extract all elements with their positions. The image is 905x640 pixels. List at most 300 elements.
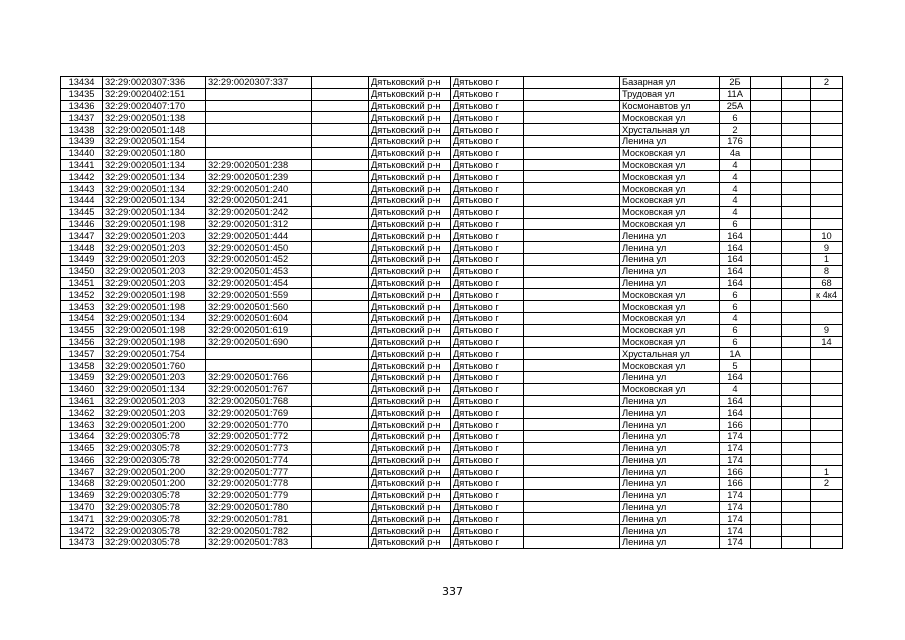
cell-object-cadastral-number: 32:29:0020501:781 — [206, 513, 312, 525]
cell-col-empty-b — [524, 124, 620, 136]
cell-col-empty-a — [312, 124, 369, 136]
cell-object-cadastral-number: 32:29:0020501:241 — [206, 194, 312, 206]
cell-house-number: 166 — [720, 419, 751, 431]
cell-col-empty-d — [782, 242, 811, 254]
cell-record-number: 13435 — [61, 88, 103, 100]
cell-house-number: 174 — [720, 489, 751, 501]
table-row — [61, 124, 843, 136]
table-row — [61, 301, 843, 313]
cell-district: Дятьковский р-н — [369, 147, 451, 159]
cell-cadastral-number: 32:29:0020501:198 — [103, 301, 206, 313]
cell-col-empty-a — [312, 312, 369, 324]
cell-house-number: 174 — [720, 442, 751, 454]
cell-house-number: 4 — [720, 312, 751, 324]
cell-apartment — [811, 430, 843, 442]
cell-cadastral-number: 32:29:0020501:198 — [103, 218, 206, 230]
cell-city: Дятьково г — [451, 501, 524, 513]
cell-col-empty-b — [524, 466, 620, 478]
cell-col-empty-b — [524, 159, 620, 171]
cell-col-empty-c — [751, 430, 782, 442]
table-row — [61, 289, 843, 301]
cell-district: Дятьковский р-н — [369, 301, 451, 313]
table-row — [61, 513, 843, 525]
cell-col-empty-a — [312, 395, 369, 407]
cell-col-empty-b — [524, 513, 620, 525]
cell-record-number: 13468 — [61, 478, 103, 490]
cell-col-empty-d — [782, 442, 811, 454]
cell-col-empty-b — [524, 324, 620, 336]
cell-district: Дятьковский р-н — [369, 419, 451, 431]
table-row — [61, 312, 843, 324]
cell-col-empty-b — [524, 265, 620, 277]
cell-street: Московская ул — [620, 159, 720, 171]
cell-house-number: 4а — [720, 147, 751, 159]
cell-col-empty-d — [782, 230, 811, 242]
cell-col-empty-b — [524, 112, 620, 124]
registry-table — [60, 76, 843, 549]
cell-col-empty-a — [312, 478, 369, 490]
table-row — [61, 430, 843, 442]
cell-col-empty-d — [782, 324, 811, 336]
cell-col-empty-c — [751, 395, 782, 407]
cell-apartment: 2 — [811, 478, 843, 490]
cell-col-empty-c — [751, 324, 782, 336]
cell-col-empty-a — [312, 360, 369, 372]
cell-cadastral-number: 32:29:0020305:78 — [103, 489, 206, 501]
cell-cadastral-number: 32:29:0020305:78 — [103, 513, 206, 525]
cell-cadastral-number: 32:29:0020305:78 — [103, 430, 206, 442]
cell-city: Дятьково г — [451, 77, 524, 89]
cell-col-empty-c — [751, 513, 782, 525]
cell-object-cadastral-number: 32:29:0020501:450 — [206, 242, 312, 254]
table-row — [61, 88, 843, 100]
cell-object-cadastral-number: 32:29:0020501:778 — [206, 478, 312, 490]
cell-col-empty-b — [524, 206, 620, 218]
cell-col-empty-a — [312, 383, 369, 395]
cell-record-number: 13471 — [61, 513, 103, 525]
cell-house-number: 164 — [720, 277, 751, 289]
cell-col-empty-d — [782, 253, 811, 265]
cell-record-number: 13448 — [61, 242, 103, 254]
cell-street: Ленина ул — [620, 501, 720, 513]
cell-street: Ленина ул — [620, 277, 720, 289]
cell-col-empty-b — [524, 360, 620, 372]
cell-col-empty-b — [524, 501, 620, 513]
cell-record-number: 13452 — [61, 289, 103, 301]
cell-col-empty-d — [782, 466, 811, 478]
cell-cadastral-number: 32:29:0020501:134 — [103, 171, 206, 183]
cell-district: Дятьковский р-н — [369, 336, 451, 348]
cell-object-cadastral-number — [206, 100, 312, 112]
table-row — [61, 407, 843, 419]
cell-cadastral-number: 32:29:0020501:200 — [103, 478, 206, 490]
cell-col-empty-b — [524, 430, 620, 442]
cell-city: Дятьково г — [451, 194, 524, 206]
cell-col-empty-d — [782, 537, 811, 549]
cell-col-empty-d — [782, 194, 811, 206]
cell-record-number: 13457 — [61, 348, 103, 360]
cell-col-empty-c — [751, 360, 782, 372]
cell-house-number: 164 — [720, 230, 751, 242]
table-row — [61, 171, 843, 183]
cell-district: Дятьковский р-н — [369, 194, 451, 206]
cell-city: Дятьково г — [451, 478, 524, 490]
cell-col-empty-c — [751, 336, 782, 348]
cell-object-cadastral-number — [206, 135, 312, 147]
table-row — [61, 501, 843, 513]
cell-apartment — [811, 371, 843, 383]
cell-col-empty-a — [312, 348, 369, 360]
cell-object-cadastral-number: 32:29:0020501:779 — [206, 489, 312, 501]
cell-cadastral-number: 32:29:0020305:78 — [103, 501, 206, 513]
cell-district: Дятьковский р-н — [369, 348, 451, 360]
cell-street: Трудовая ул — [620, 88, 720, 100]
cell-city: Дятьково г — [451, 383, 524, 395]
cell-col-empty-d — [782, 88, 811, 100]
cell-cadastral-number: 32:29:0020501:198 — [103, 324, 206, 336]
cell-col-empty-a — [312, 336, 369, 348]
cell-col-empty-c — [751, 88, 782, 100]
cell-col-empty-a — [312, 218, 369, 230]
cell-house-number: 25А — [720, 100, 751, 112]
table-row — [61, 253, 843, 265]
cell-street: Космонавтов ул — [620, 100, 720, 112]
cell-col-empty-d — [782, 489, 811, 501]
cell-col-empty-c — [751, 230, 782, 242]
cell-col-empty-c — [751, 171, 782, 183]
cell-col-empty-b — [524, 383, 620, 395]
cell-record-number: 13464 — [61, 430, 103, 442]
cell-col-empty-d — [782, 135, 811, 147]
cell-house-number: 4 — [720, 194, 751, 206]
cell-house-number: 4 — [720, 159, 751, 171]
cell-object-cadastral-number: 32:29:0020501:782 — [206, 525, 312, 537]
cell-object-cadastral-number — [206, 348, 312, 360]
cell-district: Дятьковский р-н — [369, 77, 451, 89]
cell-cadastral-number: 32:29:0020501:180 — [103, 147, 206, 159]
cell-apartment — [811, 383, 843, 395]
cell-col-empty-b — [524, 218, 620, 230]
cell-object-cadastral-number: 32:29:0020501:780 — [206, 501, 312, 513]
cell-col-empty-a — [312, 183, 369, 195]
cell-col-empty-b — [524, 407, 620, 419]
cell-col-empty-b — [524, 348, 620, 360]
cell-cadastral-number: 32:29:0020501:203 — [103, 395, 206, 407]
cell-apartment: 68 — [811, 277, 843, 289]
cell-col-empty-d — [782, 360, 811, 372]
cell-apartment: к 4к4 — [811, 289, 843, 301]
cell-col-empty-c — [751, 289, 782, 301]
cell-house-number: 6 — [720, 336, 751, 348]
cell-col-empty-c — [751, 454, 782, 466]
cell-object-cadastral-number: 32:29:0020501:444 — [206, 230, 312, 242]
cell-city: Дятьково г — [451, 371, 524, 383]
cell-object-cadastral-number: 32:29:0020501:770 — [206, 419, 312, 431]
cell-cadastral-number: 32:29:0020305:78 — [103, 537, 206, 549]
cell-col-empty-d — [782, 454, 811, 466]
cell-district: Дятьковский р-н — [369, 289, 451, 301]
cell-house-number: 164 — [720, 407, 751, 419]
table-row — [61, 147, 843, 159]
cell-col-empty-c — [751, 183, 782, 195]
cell-apartment — [811, 88, 843, 100]
cell-house-number: 174 — [720, 525, 751, 537]
table-row — [61, 100, 843, 112]
cell-object-cadastral-number: 32:29:0020501:772 — [206, 430, 312, 442]
cell-cadastral-number: 32:29:0020501:134 — [103, 383, 206, 395]
table-row — [61, 371, 843, 383]
cell-col-empty-c — [751, 242, 782, 254]
cell-apartment — [811, 525, 843, 537]
cell-col-empty-a — [312, 513, 369, 525]
cell-col-empty-b — [524, 277, 620, 289]
cell-street: Московская ул — [620, 312, 720, 324]
cell-col-empty-d — [782, 336, 811, 348]
cell-street: Ленина ул — [620, 253, 720, 265]
cell-object-cadastral-number: 32:29:0020501:777 — [206, 466, 312, 478]
cell-col-empty-d — [782, 501, 811, 513]
table-row — [61, 242, 843, 254]
cell-record-number: 13453 — [61, 301, 103, 313]
cell-street: Московская ул — [620, 206, 720, 218]
cell-col-empty-c — [751, 147, 782, 159]
cell-city: Дятьково г — [451, 171, 524, 183]
table-row — [61, 489, 843, 501]
cell-city: Дятьково г — [451, 253, 524, 265]
cell-cadastral-number: 32:29:0020402:151 — [103, 88, 206, 100]
cell-street: Ленина ул — [620, 265, 720, 277]
cell-district: Дятьковский р-н — [369, 454, 451, 466]
cell-record-number: 13472 — [61, 525, 103, 537]
cell-col-empty-a — [312, 407, 369, 419]
cell-col-empty-a — [312, 430, 369, 442]
cell-street: Ленина ул — [620, 454, 720, 466]
cell-cadastral-number: 32:29:0020501:134 — [103, 312, 206, 324]
table-row — [61, 112, 843, 124]
cell-object-cadastral-number: 32:29:0020501:238 — [206, 159, 312, 171]
cell-city: Дятьково г — [451, 88, 524, 100]
cell-col-empty-c — [751, 466, 782, 478]
cell-street: Московская ул — [620, 336, 720, 348]
cell-col-empty-b — [524, 100, 620, 112]
cell-record-number: 13460 — [61, 383, 103, 395]
cell-col-empty-c — [751, 77, 782, 89]
cell-record-number: 13462 — [61, 407, 103, 419]
cell-apartment — [811, 489, 843, 501]
cell-record-number: 13458 — [61, 360, 103, 372]
cell-col-empty-b — [524, 194, 620, 206]
cell-district: Дятьковский р-н — [369, 100, 451, 112]
cell-record-number: 13440 — [61, 147, 103, 159]
cell-house-number: 4 — [720, 206, 751, 218]
cell-col-empty-a — [312, 206, 369, 218]
cell-city: Дятьково г — [451, 218, 524, 230]
cell-col-empty-d — [782, 312, 811, 324]
cell-apartment: 9 — [811, 324, 843, 336]
cell-city: Дятьково г — [451, 147, 524, 159]
cell-col-empty-d — [782, 289, 811, 301]
cell-record-number: 13456 — [61, 336, 103, 348]
cell-cadastral-number: 32:29:0020501:134 — [103, 194, 206, 206]
cell-house-number: 166 — [720, 466, 751, 478]
cell-col-empty-d — [782, 112, 811, 124]
cell-object-cadastral-number: 32:29:0020307:337 — [206, 77, 312, 89]
cell-cadastral-number: 32:29:0020501:154 — [103, 135, 206, 147]
cell-district: Дятьковский р-н — [369, 430, 451, 442]
cell-street: Базарная ул — [620, 77, 720, 89]
cell-cadastral-number: 32:29:0020501:203 — [103, 371, 206, 383]
cell-record-number: 13443 — [61, 183, 103, 195]
cell-col-empty-c — [751, 501, 782, 513]
cell-street: Московская ул — [620, 147, 720, 159]
table-row — [61, 360, 843, 372]
cell-district: Дятьковский р-н — [369, 265, 451, 277]
cell-col-empty-b — [524, 171, 620, 183]
cell-house-number: 4 — [720, 383, 751, 395]
table-row — [61, 277, 843, 289]
cell-house-number: 6 — [720, 112, 751, 124]
cell-cadastral-number: 32:29:0020501:203 — [103, 230, 206, 242]
cell-district: Дятьковский р-н — [369, 501, 451, 513]
cell-cadastral-number: 32:29:0020501:198 — [103, 289, 206, 301]
table-row — [61, 183, 843, 195]
cell-district: Дятьковский р-н — [369, 442, 451, 454]
cell-district: Дятьковский р-н — [369, 324, 451, 336]
cell-house-number: 174 — [720, 513, 751, 525]
cell-col-empty-d — [782, 265, 811, 277]
cell-apartment: 2 — [811, 77, 843, 89]
cell-col-empty-b — [524, 135, 620, 147]
cell-street: Хрустальная ул — [620, 124, 720, 136]
cell-city: Дятьково г — [451, 430, 524, 442]
cell-col-empty-d — [782, 348, 811, 360]
cell-street: Московская ул — [620, 301, 720, 313]
table-row — [61, 218, 843, 230]
cell-apartment — [811, 537, 843, 549]
cell-col-empty-a — [312, 501, 369, 513]
cell-col-empty-d — [782, 147, 811, 159]
cell-street: Ленина ул — [620, 371, 720, 383]
cell-record-number: 13459 — [61, 371, 103, 383]
cell-col-empty-a — [312, 419, 369, 431]
cell-record-number: 13442 — [61, 171, 103, 183]
cell-record-number: 13444 — [61, 194, 103, 206]
cell-col-empty-c — [751, 371, 782, 383]
cell-col-empty-d — [782, 159, 811, 171]
cell-col-empty-b — [524, 525, 620, 537]
cell-house-number: 176 — [720, 135, 751, 147]
cell-street: Ленина ул — [620, 466, 720, 478]
cell-record-number: 13434 — [61, 77, 103, 89]
table-row — [61, 206, 843, 218]
cell-col-empty-d — [782, 430, 811, 442]
cell-street: Ленина ул — [620, 430, 720, 442]
cell-street: Ленина ул — [620, 513, 720, 525]
cell-street: Ленина ул — [620, 442, 720, 454]
cell-house-number: 164 — [720, 253, 751, 265]
cell-col-empty-b — [524, 253, 620, 265]
cell-city: Дятьково г — [451, 537, 524, 549]
cell-district: Дятьковский р-н — [369, 525, 451, 537]
cell-city: Дятьково г — [451, 324, 524, 336]
cell-object-cadastral-number: 32:29:0020501:312 — [206, 218, 312, 230]
cell-apartment — [811, 312, 843, 324]
cell-street: Ленина ул — [620, 478, 720, 490]
cell-street: Московская ул — [620, 324, 720, 336]
table-row — [61, 454, 843, 466]
cell-col-empty-b — [524, 242, 620, 254]
cell-cadastral-number: 32:29:0020501:138 — [103, 112, 206, 124]
cell-city: Дятьково г — [451, 112, 524, 124]
cell-col-empty-d — [782, 301, 811, 313]
cell-record-number: 13465 — [61, 442, 103, 454]
cell-city: Дятьково г — [451, 135, 524, 147]
cell-col-empty-c — [751, 112, 782, 124]
cell-record-number: 13466 — [61, 454, 103, 466]
table-row — [61, 324, 843, 336]
cell-col-empty-a — [312, 253, 369, 265]
cell-apartment: 8 — [811, 265, 843, 277]
cell-col-empty-c — [751, 135, 782, 147]
cell-object-cadastral-number: 32:29:0020501:240 — [206, 183, 312, 195]
cell-col-empty-a — [312, 466, 369, 478]
cell-object-cadastral-number: 32:29:0020501:766 — [206, 371, 312, 383]
cell-col-empty-d — [782, 371, 811, 383]
cell-col-empty-d — [782, 77, 811, 89]
cell-object-cadastral-number — [206, 360, 312, 372]
cell-record-number: 13463 — [61, 419, 103, 431]
cell-city: Дятьково г — [451, 124, 524, 136]
cell-district: Дятьковский р-н — [369, 513, 451, 525]
table-body — [61, 77, 843, 549]
cell-city: Дятьково г — [451, 206, 524, 218]
cell-cadastral-number: 32:29:0020501:203 — [103, 242, 206, 254]
cell-street: Ленина ул — [620, 242, 720, 254]
cell-street: Московская ул — [620, 360, 720, 372]
cell-apartment — [811, 419, 843, 431]
cell-col-empty-c — [751, 124, 782, 136]
cell-object-cadastral-number: 32:29:0020501:783 — [206, 537, 312, 549]
cell-col-empty-a — [312, 77, 369, 89]
cell-col-empty-a — [312, 324, 369, 336]
cell-apartment — [811, 124, 843, 136]
cell-district: Дятьковский р-н — [369, 171, 451, 183]
cell-cadastral-number: 32:29:0020501:754 — [103, 348, 206, 360]
cell-city: Дятьково г — [451, 265, 524, 277]
cell-col-empty-b — [524, 301, 620, 313]
cell-col-empty-b — [524, 77, 620, 89]
cell-apartment — [811, 135, 843, 147]
cell-col-empty-b — [524, 454, 620, 466]
cell-apartment — [811, 100, 843, 112]
cell-house-number: 1А — [720, 348, 751, 360]
cell-record-number: 13473 — [61, 537, 103, 549]
cell-cadastral-number: 32:29:0020501:200 — [103, 419, 206, 431]
cell-apartment — [811, 360, 843, 372]
table-row — [61, 135, 843, 147]
cell-district: Дятьковский р-н — [369, 159, 451, 171]
cell-col-empty-c — [751, 301, 782, 313]
cell-col-empty-c — [751, 537, 782, 549]
cell-house-number: 174 — [720, 501, 751, 513]
cell-house-number: 166 — [720, 478, 751, 490]
cell-city: Дятьково г — [451, 513, 524, 525]
cell-col-empty-d — [782, 407, 811, 419]
cell-object-cadastral-number: 32:29:0020501:619 — [206, 324, 312, 336]
cell-cadastral-number: 32:29:0020501:203 — [103, 253, 206, 265]
cell-district: Дятьковский р-н — [369, 371, 451, 383]
cell-apartment: 10 — [811, 230, 843, 242]
